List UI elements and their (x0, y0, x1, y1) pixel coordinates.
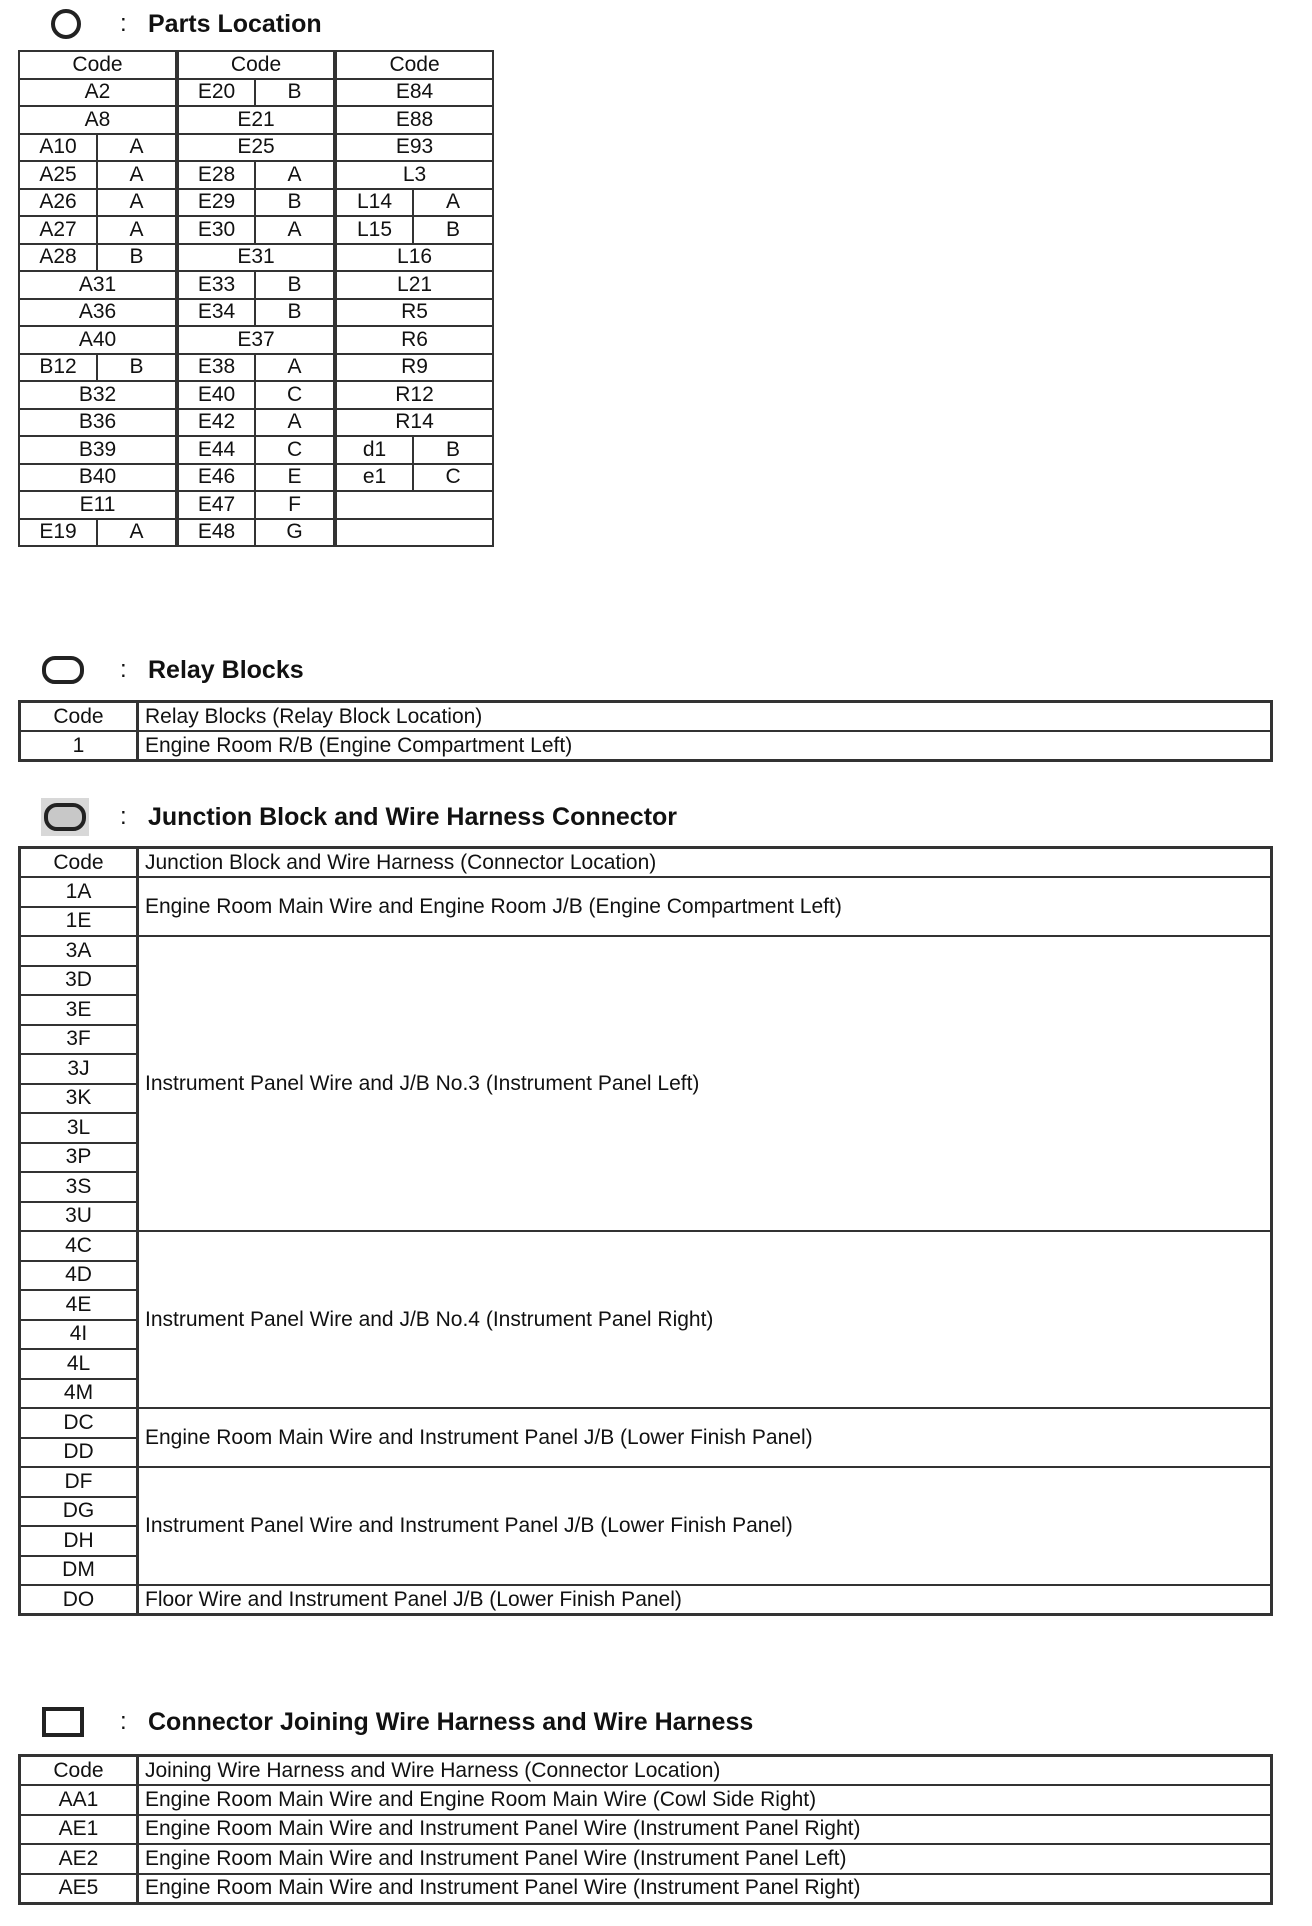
code-cell: 1E (20, 907, 138, 937)
code-cell: 4E (20, 1290, 138, 1320)
part-code-cell: L16 (335, 244, 493, 272)
junction-block-table (18, 846, 1273, 1616)
table-row (19, 519, 493, 547)
part-location-cell: G (255, 519, 335, 547)
connector-joining-colon: : (120, 1708, 127, 1735)
part-code-cell: A28 (19, 244, 97, 272)
part-code-cell: E29 (177, 189, 255, 217)
table-header-row (20, 848, 1272, 878)
part-code-cell: E47 (177, 491, 255, 519)
code-cell: AE2 (20, 1844, 138, 1874)
part-code-cell (335, 491, 493, 519)
code-cell: 3E (20, 995, 138, 1025)
code-cell: 4D (20, 1261, 138, 1291)
part-code-cell: A26 (19, 189, 97, 217)
table-row (20, 1815, 1272, 1845)
junction-block-heading (0, 797, 1312, 837)
part-location-cell: A (97, 216, 177, 244)
part-location-cell: C (255, 436, 335, 464)
description-cell: Engine Room Main Wire and Instrument Panel J/B (Lower Finish Panel) (138, 1408, 1272, 1467)
table-row (19, 271, 493, 299)
part-location-cell: B (255, 299, 335, 327)
code-cell: 3P (20, 1143, 138, 1173)
description-cell: Floor Wire and Instrument Panel J/B (Lower Finish Panel) (138, 1585, 1272, 1615)
table-row (19, 354, 493, 382)
part-location-cell: A (97, 189, 177, 217)
part-code-cell: R12 (335, 381, 493, 409)
part-code-cell: R14 (335, 409, 493, 437)
part-location-cell: B (97, 244, 177, 272)
part-code-cell: A10 (19, 134, 97, 162)
header-description-cell: Junction Block and Wire Harness (Connector Location) (138, 848, 1272, 878)
part-code-cell: E28 (177, 161, 255, 189)
table-row (19, 161, 493, 189)
code-cell: 4L (20, 1349, 138, 1379)
code-cell: DO (20, 1585, 138, 1615)
junction-block-colon: : (120, 803, 127, 830)
part-location-cell: A (255, 354, 335, 382)
table-row (19, 134, 493, 162)
parts-location-colon: : (120, 10, 127, 37)
table-row (19, 409, 493, 437)
part-code-cell: E37 (177, 326, 335, 354)
part-location-cell: C (255, 381, 335, 409)
part-code-cell: A8 (19, 106, 177, 134)
header-description-cell: Joining Wire Harness and Wire Harness (Connector Location) (138, 1756, 1272, 1786)
connector-joining-heading (0, 1702, 1312, 1742)
parts-location-table (18, 50, 494, 547)
part-location-cell: B (97, 354, 177, 382)
part-code-cell: E46 (177, 464, 255, 492)
part-code-cell: E88 (335, 106, 493, 134)
table-row (19, 436, 493, 464)
parts-header-code: Code (177, 51, 335, 79)
part-code-cell: E42 (177, 409, 255, 437)
code-cell: DG (20, 1497, 138, 1527)
part-location-cell: A (255, 161, 335, 189)
part-code-cell: B40 (19, 464, 177, 492)
part-code-cell: L14 (335, 189, 413, 217)
part-location-cell: C (413, 464, 493, 492)
part-code-cell: R6 (335, 326, 493, 354)
part-location-cell: F (255, 491, 335, 519)
part-location-cell: A (97, 519, 177, 547)
part-code-cell: L3 (335, 161, 493, 189)
table-row (20, 936, 1272, 966)
description-cell: Instrument Panel Wire and J/B No.3 (Instrument Panel Left) (138, 936, 1272, 1231)
part-code-cell: A2 (19, 79, 177, 107)
table-row (20, 1844, 1272, 1874)
part-location-cell: B (255, 79, 335, 107)
part-code-cell: E19 (19, 519, 97, 547)
part-code-cell: E84 (335, 79, 493, 107)
table-header-row (20, 702, 1272, 732)
table-row (20, 1874, 1272, 1904)
table-row (19, 244, 493, 272)
part-code-cell: B39 (19, 436, 177, 464)
part-code-cell: A36 (19, 299, 177, 327)
header-code-cell: Code (20, 1756, 138, 1786)
part-location-cell: E (255, 464, 335, 492)
code-cell: AE1 (20, 1815, 138, 1845)
part-location-cell: A (255, 409, 335, 437)
part-code-cell: E33 (177, 271, 255, 299)
part-code-cell: A25 (19, 161, 97, 189)
code-cell: 3L (20, 1113, 138, 1143)
code-cell: DH (20, 1526, 138, 1556)
relay-blocks-table (18, 700, 1273, 762)
part-location-cell: B (255, 189, 335, 217)
part-code-cell: L21 (335, 271, 493, 299)
rounded-rect-symbol-icon (40, 652, 88, 688)
table-row (20, 1231, 1272, 1261)
code-cell: 3F (20, 1025, 138, 1055)
table-row (19, 326, 493, 354)
part-code-cell: E34 (177, 299, 255, 327)
table-row (19, 381, 493, 409)
table-row (20, 1785, 1272, 1815)
code-cell: DD (20, 1438, 138, 1468)
table-row (20, 1408, 1272, 1438)
part-code-cell: R9 (335, 354, 493, 382)
code-cell: DF (20, 1467, 138, 1497)
part-code-cell: B12 (19, 354, 97, 382)
part-code-cell: E21 (177, 106, 335, 134)
part-location-cell: A (255, 216, 335, 244)
table-row (19, 106, 493, 134)
parts-location-title: Parts Location (148, 10, 322, 38)
part-code-cell: E48 (177, 519, 255, 547)
table-row (19, 299, 493, 327)
table-row (20, 1585, 1272, 1615)
part-code-cell: E44 (177, 436, 255, 464)
header-code-cell: Code (20, 848, 138, 878)
relay-blocks-colon: : (120, 656, 127, 683)
table-row (20, 877, 1272, 907)
connector-joining-table (18, 1754, 1273, 1905)
table-row (19, 79, 493, 107)
part-location-cell: B (413, 216, 493, 244)
description-cell: Instrument Panel Wire and Instrument Panel J/B (Lower Finish Panel) (138, 1467, 1272, 1585)
description-cell: Engine Room Main Wire and Instrument Panel Wire (Instrument Panel Left) (138, 1844, 1272, 1874)
table-row (20, 1467, 1272, 1497)
code-cell: 4I (20, 1320, 138, 1350)
part-code-cell: E11 (19, 491, 177, 519)
shaded-rounded-rect-symbol-icon (40, 797, 92, 837)
code-cell: DM (20, 1556, 138, 1586)
table-header-row (20, 1756, 1272, 1786)
part-code-cell: d1 (335, 436, 413, 464)
part-location-cell: A (97, 134, 177, 162)
description-cell: Engine Room R/B (Engine Compartment Left) (138, 731, 1272, 761)
part-code-cell (335, 519, 493, 547)
part-code-cell: E93 (335, 134, 493, 162)
table-row (19, 491, 493, 519)
header-description-cell: Relay Blocks (Relay Block Location) (138, 702, 1272, 732)
code-cell: AA1 (20, 1785, 138, 1815)
part-code-cell: E30 (177, 216, 255, 244)
code-cell: 4M (20, 1379, 138, 1409)
part-code-cell: A27 (19, 216, 97, 244)
description-cell: Engine Room Main Wire and Engine Room Main Wire (Cowl Side Right) (138, 1785, 1272, 1815)
description-cell: Engine Room Main Wire and Instrument Panel Wire (Instrument Panel Right) (138, 1815, 1272, 1845)
part-code-cell: E31 (177, 244, 335, 272)
code-cell: 3S (20, 1172, 138, 1202)
parts-header-code: Code (19, 51, 177, 79)
part-code-cell: E20 (177, 79, 255, 107)
description-cell: Engine Room Main Wire and Engine Room J/B (Engine Compartment Left) (138, 877, 1272, 936)
table-row (20, 731, 1272, 761)
part-code-cell: E40 (177, 381, 255, 409)
description-cell: Instrument Panel Wire and J/B No.4 (Instrument Panel Right) (138, 1231, 1272, 1408)
connector-joining-title: Connector Joining Wire Harness and Wire Harness (148, 1708, 754, 1736)
part-code-cell: E25 (177, 134, 335, 162)
part-location-cell: A (413, 189, 493, 217)
code-cell: 3A (20, 936, 138, 966)
relay-blocks-heading (0, 650, 1312, 690)
description-cell: Engine Room Main Wire and Instrument Panel Wire (Instrument Panel Right) (138, 1874, 1272, 1904)
part-location-cell: B (413, 436, 493, 464)
part-code-cell: R5 (335, 299, 493, 327)
table-row (19, 216, 493, 244)
header-code-cell: Code (20, 702, 138, 732)
junction-block-title: Junction Block and Wire Harness Connector (148, 803, 678, 831)
code-cell: 3K (20, 1084, 138, 1114)
code-cell: 3J (20, 1054, 138, 1084)
code-cell: AE5 (20, 1874, 138, 1904)
part-code-cell: A31 (19, 271, 177, 299)
code-cell: 3D (20, 966, 138, 996)
code-cell: 4C (20, 1231, 138, 1261)
table-row (19, 189, 493, 217)
parts-location-heading (0, 4, 1312, 44)
part-code-cell: E38 (177, 354, 255, 382)
part-location-cell: B (255, 271, 335, 299)
part-code-cell: B32 (19, 381, 177, 409)
part-location-cell: A (97, 161, 177, 189)
code-cell: DC (20, 1408, 138, 1438)
code-cell: 1A (20, 877, 138, 907)
code-cell: 3U (20, 1202, 138, 1232)
part-code-cell: B36 (19, 409, 177, 437)
parts-header-row (19, 51, 493, 79)
parts-header-code: Code (335, 51, 493, 79)
circle-symbol-icon (48, 6, 84, 42)
part-code-cell: e1 (335, 464, 413, 492)
square-symbol-icon (40, 1704, 88, 1740)
table-row (19, 464, 493, 492)
part-code-cell: L15 (335, 216, 413, 244)
relay-blocks-title: Relay Blocks (148, 656, 304, 684)
part-code-cell: A40 (19, 326, 177, 354)
code-cell: 1 (20, 731, 138, 761)
